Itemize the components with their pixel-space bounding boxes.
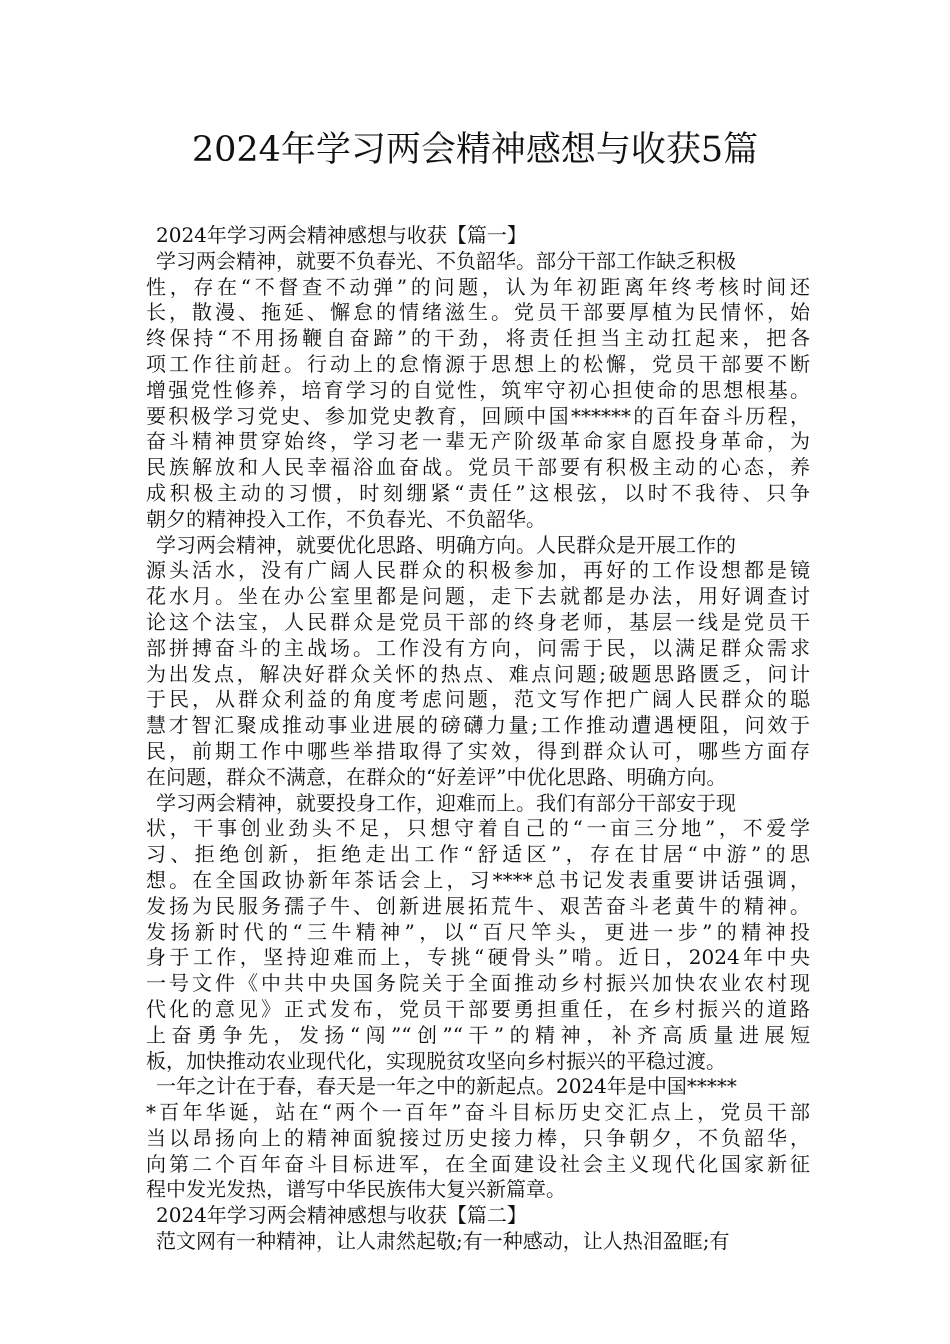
document-body	[146, 223, 810, 1255]
paragraph-line: 要积极学习党史、参加党史教育，回顾中国******的百年奋斗历程，	[146, 403, 810, 428]
paragraph-line: 论这个法宝，人民群众是党员干部的终身老师，基层一线是党员干	[146, 609, 810, 634]
paragraph-line: 终保持“不用扬鞭自奋蹄”的干劲，将责任担当主动扛起来，把各	[146, 326, 810, 351]
paragraph-line: 想。在全国政协新年茶话会上，习****总书记发表重要讲话强调，	[146, 867, 810, 892]
section-heading: 2024年学习两会精神感想与收获【篇一】	[156, 223, 527, 247]
paragraph-line: 朝夕的精神投入工作，不负春光、不负韶华。	[146, 506, 546, 531]
paragraph-line: 增强党性修养，培育学习的自觉性，筑牢守初心担使命的思想根基。	[146, 377, 810, 402]
paragraph-line: 范文网有一种精神，让人肃然起敬;有一种感动，让人热泪盈眶;有	[156, 1229, 730, 1254]
document-title: 2024年学习两会精神感想与收获5篇	[191, 130, 759, 170]
paragraph-line: 项工作往前赶。行动上的怠惰源于思想上的松懈，党员干部要不断	[146, 351, 810, 376]
paragraph-line: 部拼搏奋斗的主战场。工作没有方向，问需于民，以满足群众需求	[146, 635, 810, 660]
paragraph-line: 于民，从群众利益的角度考虑问题，范文写作把广阔人民群众的聪	[146, 687, 810, 712]
paragraph-line: 学习两会精神，就要优化思路、明确方向。人民群众是开展工作的	[156, 532, 736, 557]
paragraph-line: 代化的意见》正式发布，党员干部要勇担重任，在乡村振兴的道路	[146, 996, 810, 1021]
paragraph-line: 学习两会精神，就要投身工作，迎难而上。我们有部分干部安于现	[156, 790, 736, 815]
paragraph-line: 一年之计在于春，春天是一年之中的新起点。2024年是中国*****	[156, 1074, 737, 1099]
paragraph-line: 慧才智汇聚成推动事业进展的磅礴力量;工作推动遭遇梗阻，问效于	[146, 713, 810, 738]
paragraph-line: 学习两会精神，就要不负春光、不负韶华。部分干部工作缺乏积极	[156, 248, 736, 273]
paragraph-line: 长，散漫、拖延、懈怠的情绪滋生。党员干部要厚植为民情怀，始	[146, 300, 810, 325]
section-heading: 2024年学习两会精神感想与收获【篇二】	[156, 1203, 527, 1228]
paragraph-line: 源头活水，没有广阔人民群众的积极参加，再好的工作设想都是镜	[146, 558, 810, 583]
paragraph-line: 向第二个百年奋斗目标进军，在全面建设社会主义现代化国家新征	[146, 1151, 810, 1176]
paragraph-line: 民，前期工作中哪些举措取得了实效，得到群众认可，哪些方面存	[146, 738, 810, 763]
paragraph-line: 成积极主动的习惯，时刻绷紧“责任”这根弦，以时不我待、只争	[146, 480, 810, 505]
paragraph-line: 习、拒绝创新，拒绝走出工作“舒适区”，存在甘居“中游”的思	[146, 842, 810, 867]
paragraph-line: 上奋勇争先，发扬“闯”“创”“干”的精神，补齐高质量进展短	[146, 1022, 810, 1047]
paragraph-line: 民族解放和人民幸福浴血奋战。党员干部要有积极主动的心态，养	[146, 455, 810, 480]
paragraph-line: 程中发光发热，谱写中华民族伟大复兴新篇章。	[146, 1177, 566, 1202]
paragraph-line: 奋斗精神贯穿始终，学习老一辈无产阶级革命家自愿投身革命，为	[146, 429, 810, 454]
paragraph-line: 性，存在“不督查不动弹”的问题，认为年初距离年终考核时间还	[146, 274, 810, 299]
paragraph-line: 发扬为民服务孺子牛、创新进展拓荒牛、艰苦奋斗老黄牛的精神。	[146, 893, 810, 918]
paragraph-line: 当以昂扬向上的精神面貌接过历史接力棒，只争朝夕，不负韶华，	[146, 1125, 810, 1150]
paragraph-line: 花水月。坐在办公室里都是问题，走下去就都是办法，用好调查讨	[146, 584, 810, 609]
paragraph-line: 状，干事创业劲头不足，只想守着自己的“一亩三分地”，不爱学	[146, 816, 810, 841]
paragraph-line: 发扬新时代的“三牛精神”，以“百尺竿头，更进一步”的精神投	[146, 919, 810, 944]
paragraph-line: 板，加快推动农业现代化，实现脱贫攻坚向乡村振兴的平稳过渡。	[146, 1048, 726, 1073]
paragraph-line: 一号文件《中共中央国务院关于全面推动乡村振兴加快农业农村现	[146, 971, 810, 996]
paragraph-line: *百年华诞，站在“两个一百年”奋斗目标历史交汇点上，党员干部	[146, 1100, 810, 1125]
paragraph-line: 在问题，群众不满意，在群众的“好差评”中优化思路、明确方向。	[146, 764, 727, 789]
paragraph-line: 身于工作，坚持迎难而上，专挑“硬骨头”啃。近日，2024年中央	[146, 945, 810, 970]
paragraph-line: 为出发点，解决好群众关怀的热点、难点问题;破题思路匮乏，问计	[146, 661, 810, 686]
